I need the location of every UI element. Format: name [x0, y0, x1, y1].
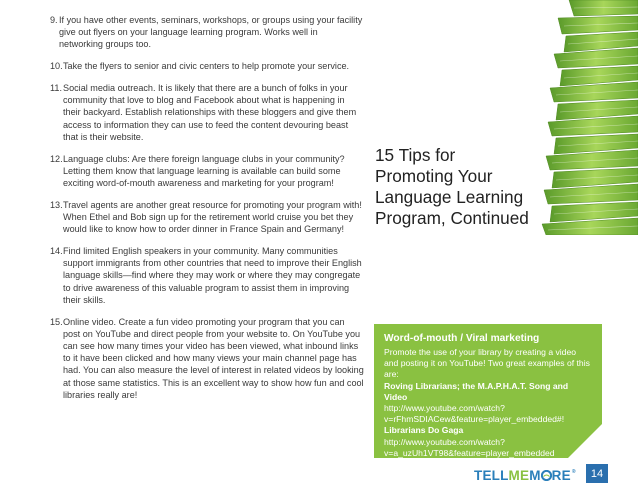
trademark-symbol: ®: [571, 469, 576, 475]
callout-intro: Promote the use of your library by creating a video and posting it on YouTube! Two great examples of this are:: [384, 347, 590, 380]
tellmemore-logo: [474, 465, 576, 485]
tip-text: Language clubs: Are there foreign language clubs in your community? Letting them know that language learning is available can build some exciting word-of-mouth awareness and marketing for your program!: [63, 153, 345, 189]
tip-item: [50, 82, 364, 143]
heading-line: Program, Continued: [375, 208, 529, 228]
page-number: 14: [586, 464, 608, 483]
tip-text: If you have other events, seminars, workshops, or groups using your facility give out flyers on your language learning program. Works well in networking groups too.: [59, 15, 363, 50]
tip-text: Travel agents are another great resource for promoting your program with! When Ethel and Bob sign up for the retirement world cruise you bet they would like to know how to order dinner in France Spain and Germany!: [63, 199, 362, 235]
tip-text: Online video. Create a fun video promoting your program that you can post on YouTube and direct people from your website to. On YouTube you can see how many times your video has been viewed, what inbound links to it have been clicked and how many views your main channel page has had. You can also measure the level of interest in related videos by looking at those same statistics. This is an excellent way to show how fun and cool libraries really are!: [63, 316, 364, 400]
tip-number: 14.: [50, 246, 63, 257]
example-title: Librarians Do Gaga: [384, 425, 464, 436]
heading-line: Promoting Your: [375, 166, 493, 186]
logo-more-re: RE: [551, 467, 571, 483]
tip-item: [50, 245, 364, 306]
heading-line: Language Learning: [375, 187, 524, 207]
tip-number: 10.: [50, 61, 63, 72]
folded-corner: [568, 424, 602, 458]
tip-item: [50, 199, 364, 236]
section-heading: [375, 145, 585, 229]
tip-item: [50, 316, 364, 401]
heading-line: 15 Tips for: [375, 145, 456, 165]
tip-text: Take the flyers to senior and civic centers to help promote your service.: [63, 61, 350, 72]
tip-number: 9.: [50, 15, 58, 25]
logo-tell: TELL: [474, 467, 509, 483]
tip-item: [50, 153, 364, 190]
globe-icon: [541, 470, 552, 481]
tip-number: 12.: [50, 153, 63, 164]
tip-text: Find limited English speakers in your community. Many communities support immigrants from other countries that need to improve their English language skills—find where they may work or where they may congregate to drive awareness of this valuable program to assist them in improving their skills.: [63, 246, 362, 305]
tip-text: Social media outreach. It is likely that there are a bunch of folks in your community that love to blog and Facebook about what is happening in their backyard. Establish relationships with these bloggers and give them access to information they can use to feed the content devouring beast that is their website.: [63, 83, 357, 142]
viral-marketing-callout: [374, 324, 602, 458]
example-link[interactable]: http://www.youtube.com/watch?v=rFhmSDIACew&feature=player_embedded#!: [384, 403, 565, 425]
tip-item: [50, 14, 364, 51]
tip-number: 15.: [50, 316, 63, 327]
tips-list: [50, 14, 364, 411]
logo-me: ME: [508, 467, 530, 483]
example-link[interactable]: http://www.youtube.com/watch?v=a_uzUh1VT98&feature=player_embedded: [384, 436, 555, 458]
tip-number: 11.: [50, 83, 62, 93]
tip-item: [50, 60, 364, 72]
tip-number: 13.: [50, 199, 63, 210]
example-title: Roving Librarians; the M.A.P.H.A.T. Song and Video: [384, 380, 569, 402]
callout-title: Word-of-mouth / Viral marketing: [384, 333, 540, 344]
logo-more-m: M: [529, 467, 541, 483]
